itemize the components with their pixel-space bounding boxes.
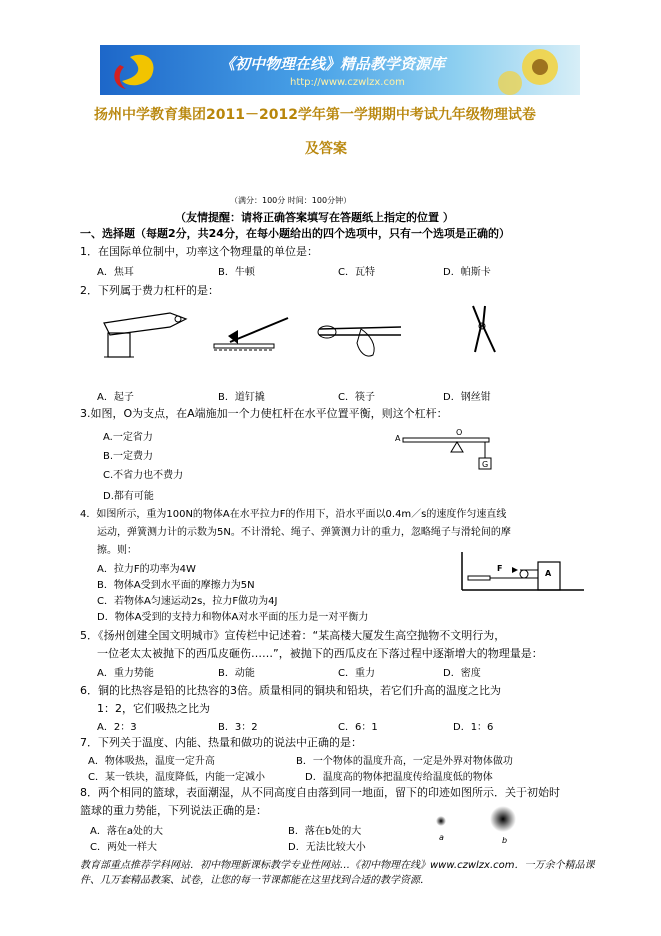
exam-meta: （满分：100分 时间：100分钟） [230,196,352,205]
question-6-stem-1: 6．铜的比热容是铅的比热容的3倍。质量相同的铜块和铅块，若它们升高的温度之比为 [80,684,501,697]
q1-option-b: B．牛顿 [218,267,255,278]
question-7-stem: 7．下列关于温度、内能、热量和做功的说法中正确的是： [80,736,362,749]
q7-option-a: A．物体吸热，温度一定升高 [88,756,215,767]
q7-option-b: B．一个物体的温度升高，一定是外界对物体做功 [296,756,513,767]
pliers-figure [455,302,515,362]
section-heading: 一、选择题（每题2分，共24分，在每小题给出的四个选项中，只有一个选项是正确的） [80,227,510,240]
header-banner [100,45,580,95]
chopsticks-figure [315,315,405,370]
q4-option-a: A．拉力F的功率为4W [97,564,196,575]
lever-label-o: O [456,428,463,437]
q4-option-c: C．若物体A匀速运动2s，拉力F做功为4J [97,596,278,607]
question-6-stem-2: 1：2，它们吸热之比为 [97,702,210,715]
question-3-stem: 3.如图，O为支点，在A端施加一个力使杠杆在水平位置平衡，则这个杠杆： [80,407,448,420]
q3-option-c: C.不省力也不费力 [103,470,184,481]
q6-option-a: A．2：3 [97,722,137,733]
q1-option-d: D．帕斯卡 [443,267,491,278]
q5-option-d: D．密度 [443,668,481,679]
page-title-line2: 及答案 [305,141,347,157]
q7-option-c: C．某一铁块，温度降低，内能一定减小 [88,772,265,783]
nail-puller-figure [210,310,300,365]
print-label-a: a [439,833,444,842]
footer-line-2: 件、几万套精品教案、试卷，让您的每一节课都能在这里找到合适的教学资源． [80,875,430,886]
q4-option-d: D．物体A受到的支持力和物体A对水平面的压力是一对平衡力 [97,612,369,623]
q4-option-b: B．物体A受到水平面的摩擦力为5N [97,580,255,591]
q7-option-d: D．温度高的物体把温度传给温度低的物体 [305,772,493,783]
q6-option-d: D．1：6 [453,722,494,733]
question-1-stem: 1．在国际单位制中，功率这个物理量的单位是： [80,245,318,258]
banner-url: http://www.czwlzx.com [290,77,405,88]
pulley-label-f: F [497,564,503,573]
q6-option-c: C．6：1 [338,722,378,733]
question-5-stem-1: 5．《扬州创建全国文明城市》宣传栏中记述着：“某高楼大厦发生高空抛物不文明行为， [80,629,506,642]
question-4-stem-3: 擦。则： [97,545,137,556]
pulley-label-a: A [545,569,552,578]
q5-option-c: C．重力 [338,668,375,679]
reminder-text: （友情提醒：请将正确答案填写在答题纸上指定的位置 ） [175,211,454,224]
footer-line-1: 教育部重点推荐学科网站．初中物理新课标教学专业性网站…《初中物理在线》www.czwlzx.com．一万余个精品课 [80,860,595,871]
question-5-stem-2: 一位老太太被抛下的西瓜皮砸伤……”，被抛下的西瓜皮在下落过程中逐渐增大的物理量是： [97,647,543,660]
pulley-figure [458,548,588,598]
q2-option-a: A．起子 [97,392,134,403]
lever-label-a: A [395,434,401,443]
q5-option-b: B．动能 [218,668,255,679]
bottle-opener-figure [100,305,190,360]
q2-option-c: C．筷子 [338,392,375,403]
page-title: 扬州中学教育集团2011－2012学年第一学期期中考试九年级物理试卷 [94,107,536,123]
q6-option-b: B．3：2 [218,722,258,733]
question-4-stem-2: 运动，弹簧测力计的示数为5N。不计滑轮、绳子、弹簧测力计的重力，忽略绳子与滑轮间的摩 [97,527,511,538]
q1-option-c: C．瓦特 [338,267,375,278]
lever-figure [393,430,503,480]
question-8-stem-1: 8．两个相同的篮球，表面潮湿，从不同高度自由落到同一地面，留下的印迹如图所示．关于初始时 [80,786,560,799]
q2-option-b: B．道钉撬 [218,392,265,403]
q8-option-c: C．两处一样大 [90,842,157,853]
q8-option-a: A．落在a处的大 [90,826,163,837]
banner-title: 《初中物理在线》精品教学资源库 [220,55,446,73]
q3-option-d: D.都有可能 [103,491,154,502]
question-2-stem: 2．下列属于费力杠杆的是： [80,284,219,297]
print-label-b: b [502,836,508,845]
q3-option-a: A.一定省力 [103,432,153,443]
q5-option-a: A．重力势能 [97,668,154,679]
q8-option-d: D．无法比较大小 [288,842,366,853]
q3-option-b: B.一定费力 [103,451,154,462]
q1-option-a: A．焦耳 [97,267,134,278]
q2-option-d: D．钢丝钳 [443,392,491,403]
lever-label-g: G [482,460,489,469]
basketball-prints-figure [425,805,545,850]
question-8-stem-2: 篮球的重力势能，下列说法正确的是： [80,804,267,817]
q8-option-b: B．落在b处的大 [288,826,362,837]
question-4-stem-1: 4．如图所示，重为100N的物体A在水平拉力F的作用下，沿水平面以0.4m／s的速度作匀速直线 [80,509,507,520]
